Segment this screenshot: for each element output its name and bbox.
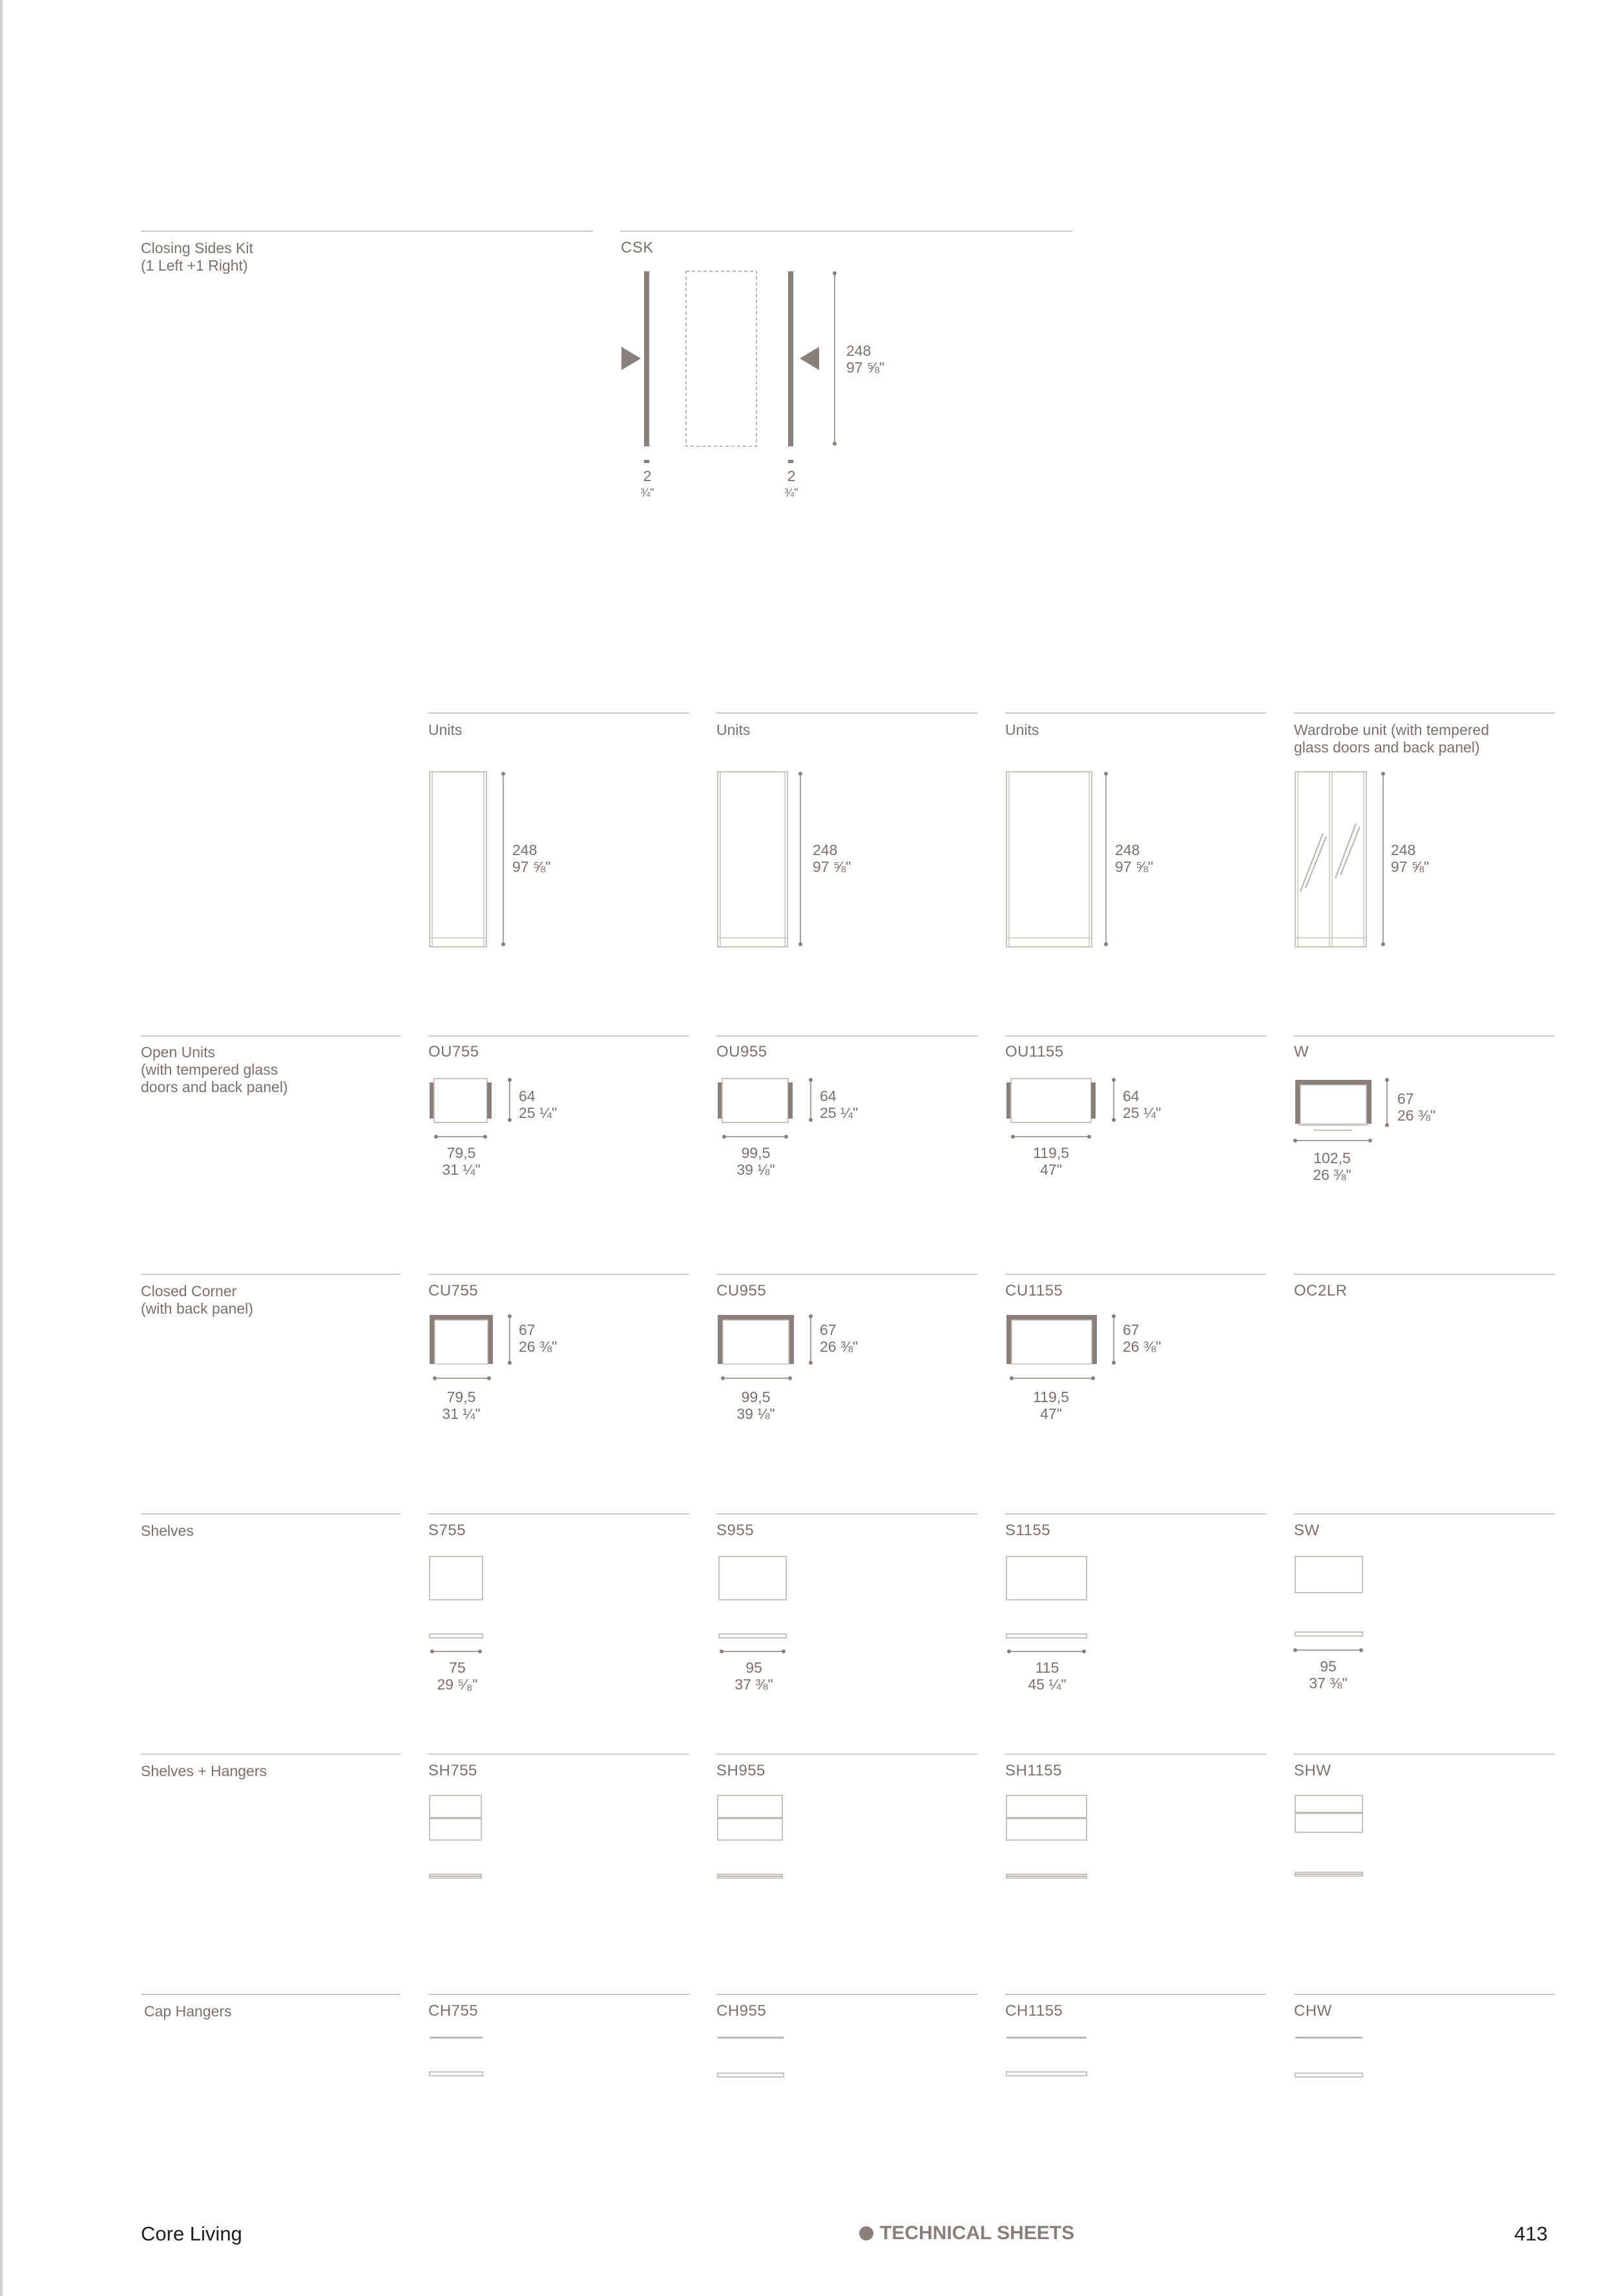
closed-corner-label: Closed Corner (with back panel) <box>141 1283 253 1317</box>
open-units-label: Open Units (with tempered glass doors and back panel) <box>141 1044 288 1095</box>
shelves-label: Shelves <box>141 1522 194 1539</box>
shelf-hanger-sh755 <box>428 1792 493 1883</box>
code-w: W <box>1294 1043 1309 1060</box>
code-sh755: SH755 <box>428 1762 477 1779</box>
row-rule <box>1294 1753 1555 1755</box>
row-rule <box>716 1274 977 1275</box>
unit-elevation-1155 <box>1005 769 1109 949</box>
code-shw: SHW <box>1294 1762 1331 1779</box>
shelf-sw <box>1294 1553 1371 1657</box>
wardrobe-header: Wardrobe unit (with tempered glass doors and back panel) <box>1294 721 1490 756</box>
unit-3-height-in: 97 ⅝" <box>1115 858 1154 875</box>
code-s755: S755 <box>428 1522 466 1539</box>
row-rule <box>1005 1035 1266 1037</box>
w-depth-cm: 67 <box>1397 1090 1414 1107</box>
footer-section <box>859 2222 1074 2244</box>
row-rule <box>141 1513 401 1515</box>
closing-sides-drawing <box>617 268 849 452</box>
ou1155-depth-cm: 64 <box>1123 1088 1140 1104</box>
w-depth-in: 26 ⅜" <box>1397 1107 1436 1124</box>
plan-cu1155 <box>1005 1311 1121 1389</box>
shelf-hanger-sh1155 <box>1005 1792 1096 1883</box>
ou955-depth-in: 25 ¼" <box>820 1104 859 1121</box>
code-cu1155: CU1155 <box>1005 1282 1063 1299</box>
section-rule <box>141 231 593 232</box>
row-rule <box>428 1274 689 1275</box>
cap-hanger-ch955 <box>716 2034 794 2086</box>
right-thickness-mark <box>788 460 793 463</box>
row-rule <box>428 1513 689 1515</box>
cu755-depth-cm: 67 <box>519 1321 536 1338</box>
s1155-width-cm: 115 <box>1035 1659 1059 1676</box>
cu1155-width-cm: 119,5 <box>1033 1389 1069 1405</box>
unit-2-height-cm: 248 <box>813 842 838 858</box>
code-ch955: CH955 <box>716 2002 767 2020</box>
row-rule <box>428 1753 689 1755</box>
row-rule <box>141 1753 401 1755</box>
unit-3-height-cm: 248 <box>1115 842 1140 858</box>
row-rule <box>1005 1753 1266 1755</box>
units-header-3: Units <box>1005 721 1039 738</box>
ou755-depth-in: 25 ¼" <box>519 1104 557 1121</box>
code-sw: SW <box>1294 1522 1320 1539</box>
ou1155-width-in: 47" <box>1040 1161 1062 1178</box>
plan-w <box>1294 1072 1397 1150</box>
code-ch755: CH755 <box>428 2002 479 2020</box>
row-rule <box>428 1035 689 1037</box>
wardrobe-height-cm: 248 <box>1391 842 1416 858</box>
code-ou755: OU755 <box>428 1043 479 1060</box>
page-number: 413 <box>1514 2222 1548 2245</box>
closing-sides-label: Closing Sides Kit (1 Left +1 Right) <box>141 240 253 274</box>
row-rule <box>141 1274 401 1275</box>
row-rule <box>716 1753 977 1755</box>
shelf-hanger-sh955 <box>716 1792 794 1883</box>
row-rule <box>716 1994 977 1995</box>
unit-2-height-in: 97 ⅝" <box>813 858 851 875</box>
cu955-width-cm: 99,5 <box>741 1389 771 1405</box>
sw-width-cm: 95 <box>1320 1658 1337 1675</box>
code-cu755: CU755 <box>428 1282 479 1299</box>
cap-hanger-chw <box>1294 2034 1371 2086</box>
wardrobe-elevation <box>1294 769 1391 949</box>
left-arrow-icon <box>621 347 641 370</box>
s1155-width-in: 45 ¼" <box>1028 1676 1067 1693</box>
row-rule <box>428 1994 689 1995</box>
code-ou1155: OU1155 <box>1005 1043 1064 1060</box>
code-s955: S955 <box>716 1522 755 1539</box>
ou755-width-in: 31 ¼" <box>442 1161 481 1178</box>
column-rule <box>1005 712 1266 714</box>
footer-brand: Core Living <box>141 2222 242 2245</box>
s755-width-in: 29 ⁵⁄₈" <box>437 1676 478 1693</box>
row-rule <box>1005 1513 1266 1515</box>
row-rule <box>1294 1513 1555 1515</box>
cu1155-depth-cm: 67 <box>1123 1321 1140 1338</box>
ou955-width-in: 39 ⅛" <box>736 1161 775 1178</box>
s955-width-in: 37 ⅜" <box>735 1676 773 1693</box>
left-thickness-mark <box>644 460 649 463</box>
column-rule <box>1294 712 1555 714</box>
shelves-hangers-label: Shelves + Hangers <box>141 1763 267 1779</box>
shelf-s1155 <box>1005 1553 1096 1657</box>
row-rule <box>1005 1274 1266 1275</box>
bullet-dot-icon <box>859 2226 873 2240</box>
plan-ou955 <box>716 1072 820 1143</box>
plan-ou755 <box>428 1072 519 1143</box>
row-rule <box>1294 1994 1555 1995</box>
unit-outline <box>686 271 756 446</box>
right-side-panel <box>788 271 793 446</box>
closing-sides-code: CSK <box>621 239 654 256</box>
right-thickness-cm: 2 <box>787 468 796 484</box>
shelf-hanger-shw <box>1294 1792 1371 1883</box>
code-chw: CHW <box>1294 2002 1332 2020</box>
units-header-2: Units <box>716 721 751 738</box>
row-rule <box>716 1513 977 1515</box>
s755-width-cm: 75 <box>449 1659 466 1676</box>
row-rule <box>141 1035 401 1037</box>
row-rule <box>1294 1274 1555 1275</box>
ou755-width-cm: 79,5 <box>446 1144 476 1161</box>
code-ch1155: CH1155 <box>1005 2002 1063 2020</box>
w-width-cm: 102,5 <box>1313 1150 1351 1166</box>
plan-cu955 <box>716 1311 820 1389</box>
ou955-width-cm: 99,5 <box>741 1144 771 1161</box>
cu755-width-in: 31 ¼" <box>442 1405 481 1422</box>
footer-section-label: TECHNICAL SHEETS <box>880 2222 1075 2244</box>
cu755-width-cm: 79,5 <box>446 1389 476 1405</box>
cu1155-width-in: 47" <box>1040 1405 1062 1422</box>
left-side-panel <box>644 271 649 446</box>
units-header-1: Units <box>428 721 463 738</box>
row-rule <box>1005 1994 1266 1995</box>
ou1155-width-cm: 119,5 <box>1033 1144 1069 1161</box>
column-rule <box>428 712 689 714</box>
ou955-depth-cm: 64 <box>820 1088 837 1104</box>
left-thickness-in: ¾" <box>640 486 654 499</box>
code-oc2lr: OC2LR <box>1294 1282 1348 1299</box>
cap-hangers-label: Cap Hangers <box>144 2003 232 2020</box>
unit-1-height-in: 97 ⅝" <box>512 858 551 875</box>
row-rule <box>1294 1035 1555 1037</box>
cu955-width-in: 39 ⅛" <box>736 1405 775 1422</box>
w-width-in: 26 ⅜" <box>1313 1166 1351 1183</box>
s955-width-cm: 95 <box>745 1659 762 1676</box>
row-rule <box>141 1994 401 1995</box>
cap-hanger-ch1155 <box>1005 2034 1096 2086</box>
cu955-depth-in: 26 ⅜" <box>820 1338 859 1355</box>
code-sh1155: SH1155 <box>1005 1762 1062 1779</box>
column-rule <box>716 712 977 714</box>
ou1155-depth-in: 25 ¼" <box>1123 1104 1162 1121</box>
wardrobe-height-in: 97 ⅝" <box>1391 858 1430 875</box>
section-rule <box>620 231 1072 232</box>
code-cu955: CU955 <box>716 1282 767 1299</box>
plan-ou1155 <box>1005 1072 1121 1143</box>
plan-cu755 <box>428 1311 519 1389</box>
closing-sides-height-cm: 248 <box>846 342 871 359</box>
unit-elevation-955 <box>716 769 807 949</box>
left-thickness-cm: 2 <box>643 468 652 484</box>
row-rule <box>716 1035 977 1037</box>
unit-elevation-755 <box>428 769 512 949</box>
page-edge-rule <box>0 0 3 2296</box>
unit-1-height-cm: 248 <box>512 842 537 858</box>
right-thickness-in: ¾" <box>784 486 798 499</box>
right-arrow-icon <box>800 347 819 370</box>
cu755-depth-in: 26 ⅜" <box>519 1338 557 1355</box>
code-sh955: SH955 <box>716 1762 766 1779</box>
shelf-s955 <box>716 1553 794 1657</box>
shelf-s755 <box>428 1553 493 1657</box>
ou755-depth-cm: 64 <box>519 1088 536 1104</box>
cu955-depth-cm: 67 <box>820 1321 837 1338</box>
code-s1155: S1155 <box>1005 1522 1051 1539</box>
sw-width-in: 37 ⅜" <box>1309 1675 1348 1691</box>
code-ou955: OU955 <box>716 1043 767 1060</box>
closing-sides-height-in: 97 ⅝" <box>846 359 885 376</box>
cu1155-depth-in: 26 ⅜" <box>1123 1338 1162 1355</box>
cap-hanger-ch755 <box>428 2034 493 2086</box>
